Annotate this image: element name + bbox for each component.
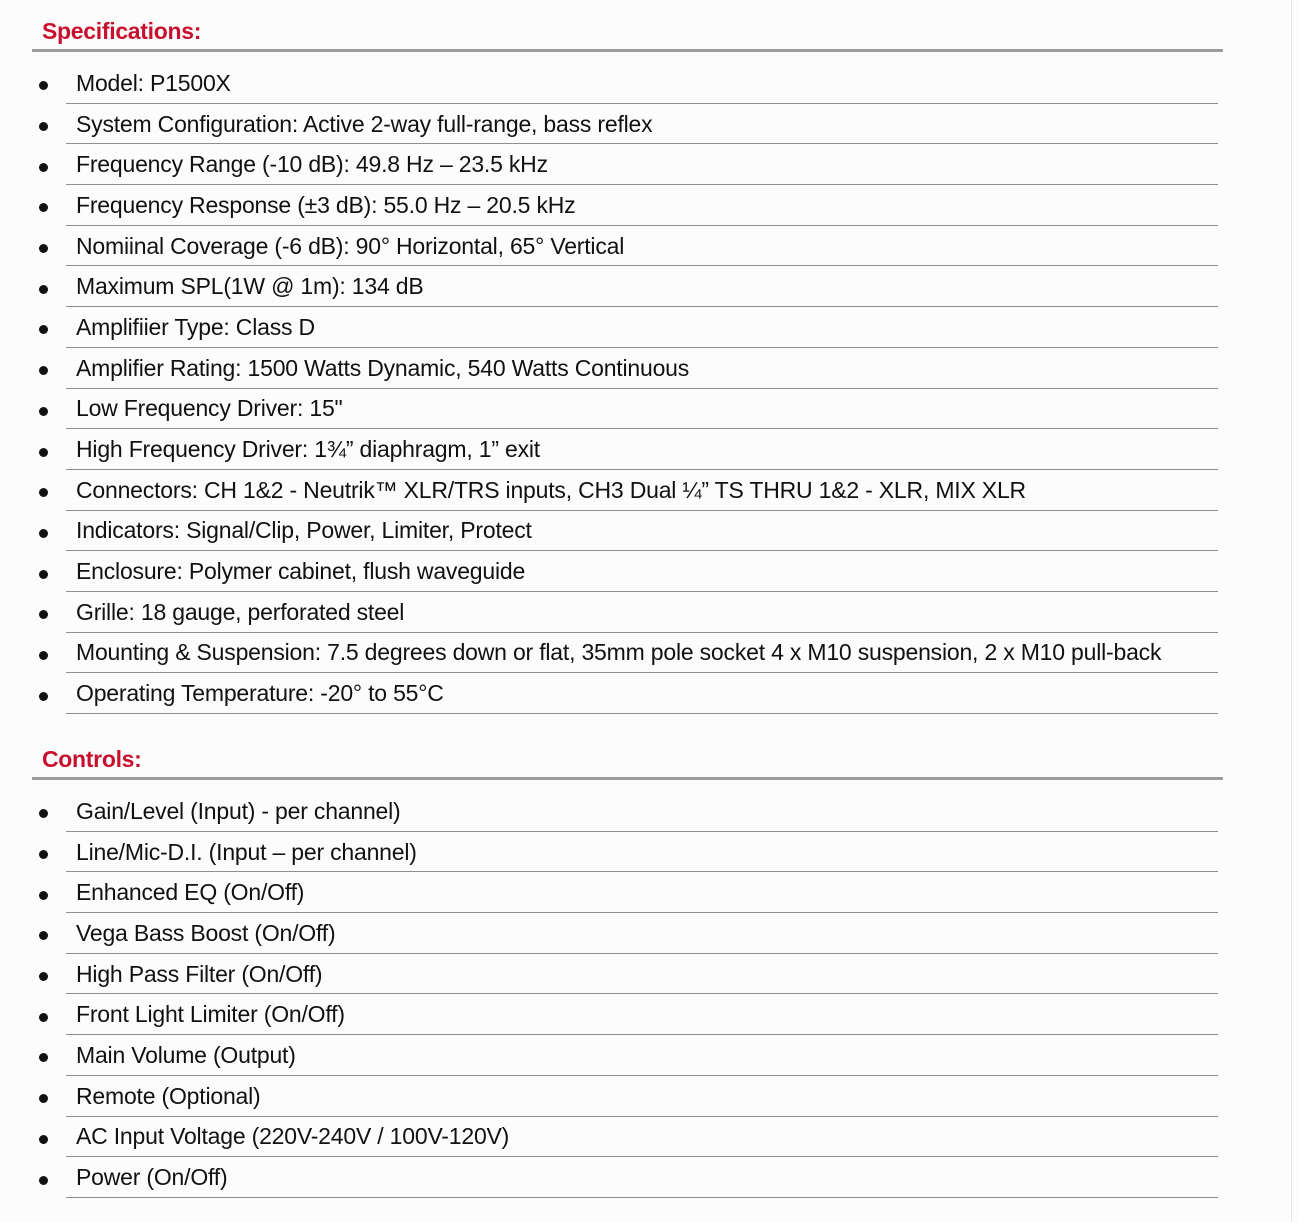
spec-item (0, 307, 1298, 348)
bullet-icon (39, 285, 48, 294)
specifications-heading: Specifications: (42, 18, 202, 44)
bullet-icon (39, 570, 48, 579)
bullet-icon (39, 448, 48, 457)
spec-item-text: Mounting & Suspension: 7.5 degrees down or flat, 35mm pole socket 4 x M10 suspension, 2 x M10 pull-back (76, 639, 1162, 666)
spec-item (0, 104, 1298, 145)
spec-item-text: Nomiinal Coverage (-6 dB): 90° Horizontal, 65° Vertical (76, 232, 625, 259)
spec-item-text: Indicators: Signal/Clip, Power, Limiter, Protect (76, 517, 532, 544)
control-item (0, 872, 1298, 913)
bullet-icon (39, 203, 48, 212)
control-item (0, 1157, 1298, 1198)
row-divider (66, 713, 1218, 714)
controls-heading: Controls: (42, 746, 142, 772)
spec-item (0, 429, 1298, 470)
bullet-icon (39, 610, 48, 619)
spec-item (0, 470, 1298, 511)
control-item-text: Power (On/Off) (76, 1164, 228, 1191)
spec-item-text: Connectors: CH 1&2 - Neutrik™ XLR/TRS inputs, CH3 Dual ¼” TS THRU 1&2 - XLR, MIX XLR (76, 476, 1026, 503)
bullet-icon (39, 122, 48, 131)
spec-item-text: Low Frequency Driver: 15" (76, 395, 343, 422)
bullet-icon (39, 1013, 48, 1022)
control-item-text: Remote (Optional) (76, 1082, 261, 1109)
spec-item-text: Maximum SPL(1W @ 1m): 134 dB (76, 273, 424, 300)
bullet-icon (39, 1053, 48, 1062)
control-item (0, 1076, 1298, 1117)
control-item (0, 832, 1298, 873)
control-item-text: Front Light Limiter (On/Off) (76, 1001, 345, 1028)
control-item (0, 1117, 1298, 1158)
spec-item-text: Frequency Range (-10 dB): 49.8 Hz – 23.5 kHz (76, 151, 548, 178)
page-edge (1291, 0, 1292, 1222)
bullet-icon (39, 850, 48, 859)
bullet-icon (39, 1135, 48, 1144)
bullet-icon (39, 651, 48, 660)
control-item-text: Main Volume (Output) (76, 1041, 296, 1068)
spec-item (0, 511, 1298, 552)
bullet-icon (39, 366, 48, 375)
control-item-text: High Pass Filter (On/Off) (76, 960, 323, 987)
spec-item-text: Amplifier Rating: 1500 Watts Dynamic, 540 Watts Continuous (76, 354, 690, 381)
spec-item-text: Grille: 18 gauge, perforated steel (76, 598, 405, 625)
spec-item (0, 673, 1298, 714)
spec-item-text: Model: P1500X (76, 69, 231, 96)
spec-item (0, 633, 1298, 674)
bullet-icon (39, 972, 48, 981)
bullet-icon (39, 891, 48, 900)
specifications-heading-rule (32, 49, 1223, 52)
spec-item-text: High Frequency Driver: 1¾” diaphragm, 1” exit (76, 436, 540, 463)
row-divider (66, 1197, 1218, 1198)
bullet-icon (39, 1176, 48, 1185)
controls-list (0, 791, 1298, 1198)
bullet-icon (39, 809, 48, 818)
spec-item (0, 389, 1298, 430)
control-item-text: Line/Mic-D.I. (Input – per channel) (76, 838, 417, 865)
spec-item (0, 551, 1298, 592)
control-item-text: Vega Bass Boost (On/Off) (76, 919, 336, 946)
bullet-icon (39, 692, 48, 701)
spec-item-text: Operating Temperature: -20° to 55°C (76, 680, 444, 707)
control-item-text: Enhanced EQ (On/Off) (76, 879, 305, 906)
spec-item (0, 592, 1298, 633)
spec-item-text: Enclosure: Polymer cabinet, flush waveguide (76, 558, 526, 585)
spec-item-text: Frequency Response (±3 dB): 55.0 Hz – 20.5 kHz (76, 191, 576, 218)
spec-item-text: Amplifiier Type: Class D (76, 313, 315, 340)
spec-item (0, 63, 1298, 104)
control-item (0, 791, 1298, 832)
spec-item (0, 185, 1298, 226)
control-item (0, 913, 1298, 954)
bullet-icon (39, 325, 48, 334)
spec-item (0, 144, 1298, 185)
bullet-icon (39, 931, 48, 940)
control-item (0, 994, 1298, 1035)
bullet-icon (39, 244, 48, 253)
bullet-icon (39, 81, 48, 90)
spec-item-text: System Configuration: Active 2-way full-range, bass reflex (76, 110, 653, 137)
bullet-icon (39, 163, 48, 172)
spec-item (0, 266, 1298, 307)
control-item (0, 1035, 1298, 1076)
spec-item (0, 348, 1298, 389)
spec-item (0, 226, 1298, 267)
bullet-icon (39, 1094, 48, 1103)
specifications-list (0, 63, 1298, 714)
control-item (0, 954, 1298, 995)
bullet-icon (39, 407, 48, 416)
bullet-icon (39, 529, 48, 538)
controls-heading-rule (32, 777, 1223, 780)
control-item-text: AC Input Voltage (220V-240V / 100V-120V) (76, 1123, 510, 1150)
bullet-icon (39, 488, 48, 497)
control-item-text: Gain/Level (Input) - per channel) (76, 797, 401, 824)
